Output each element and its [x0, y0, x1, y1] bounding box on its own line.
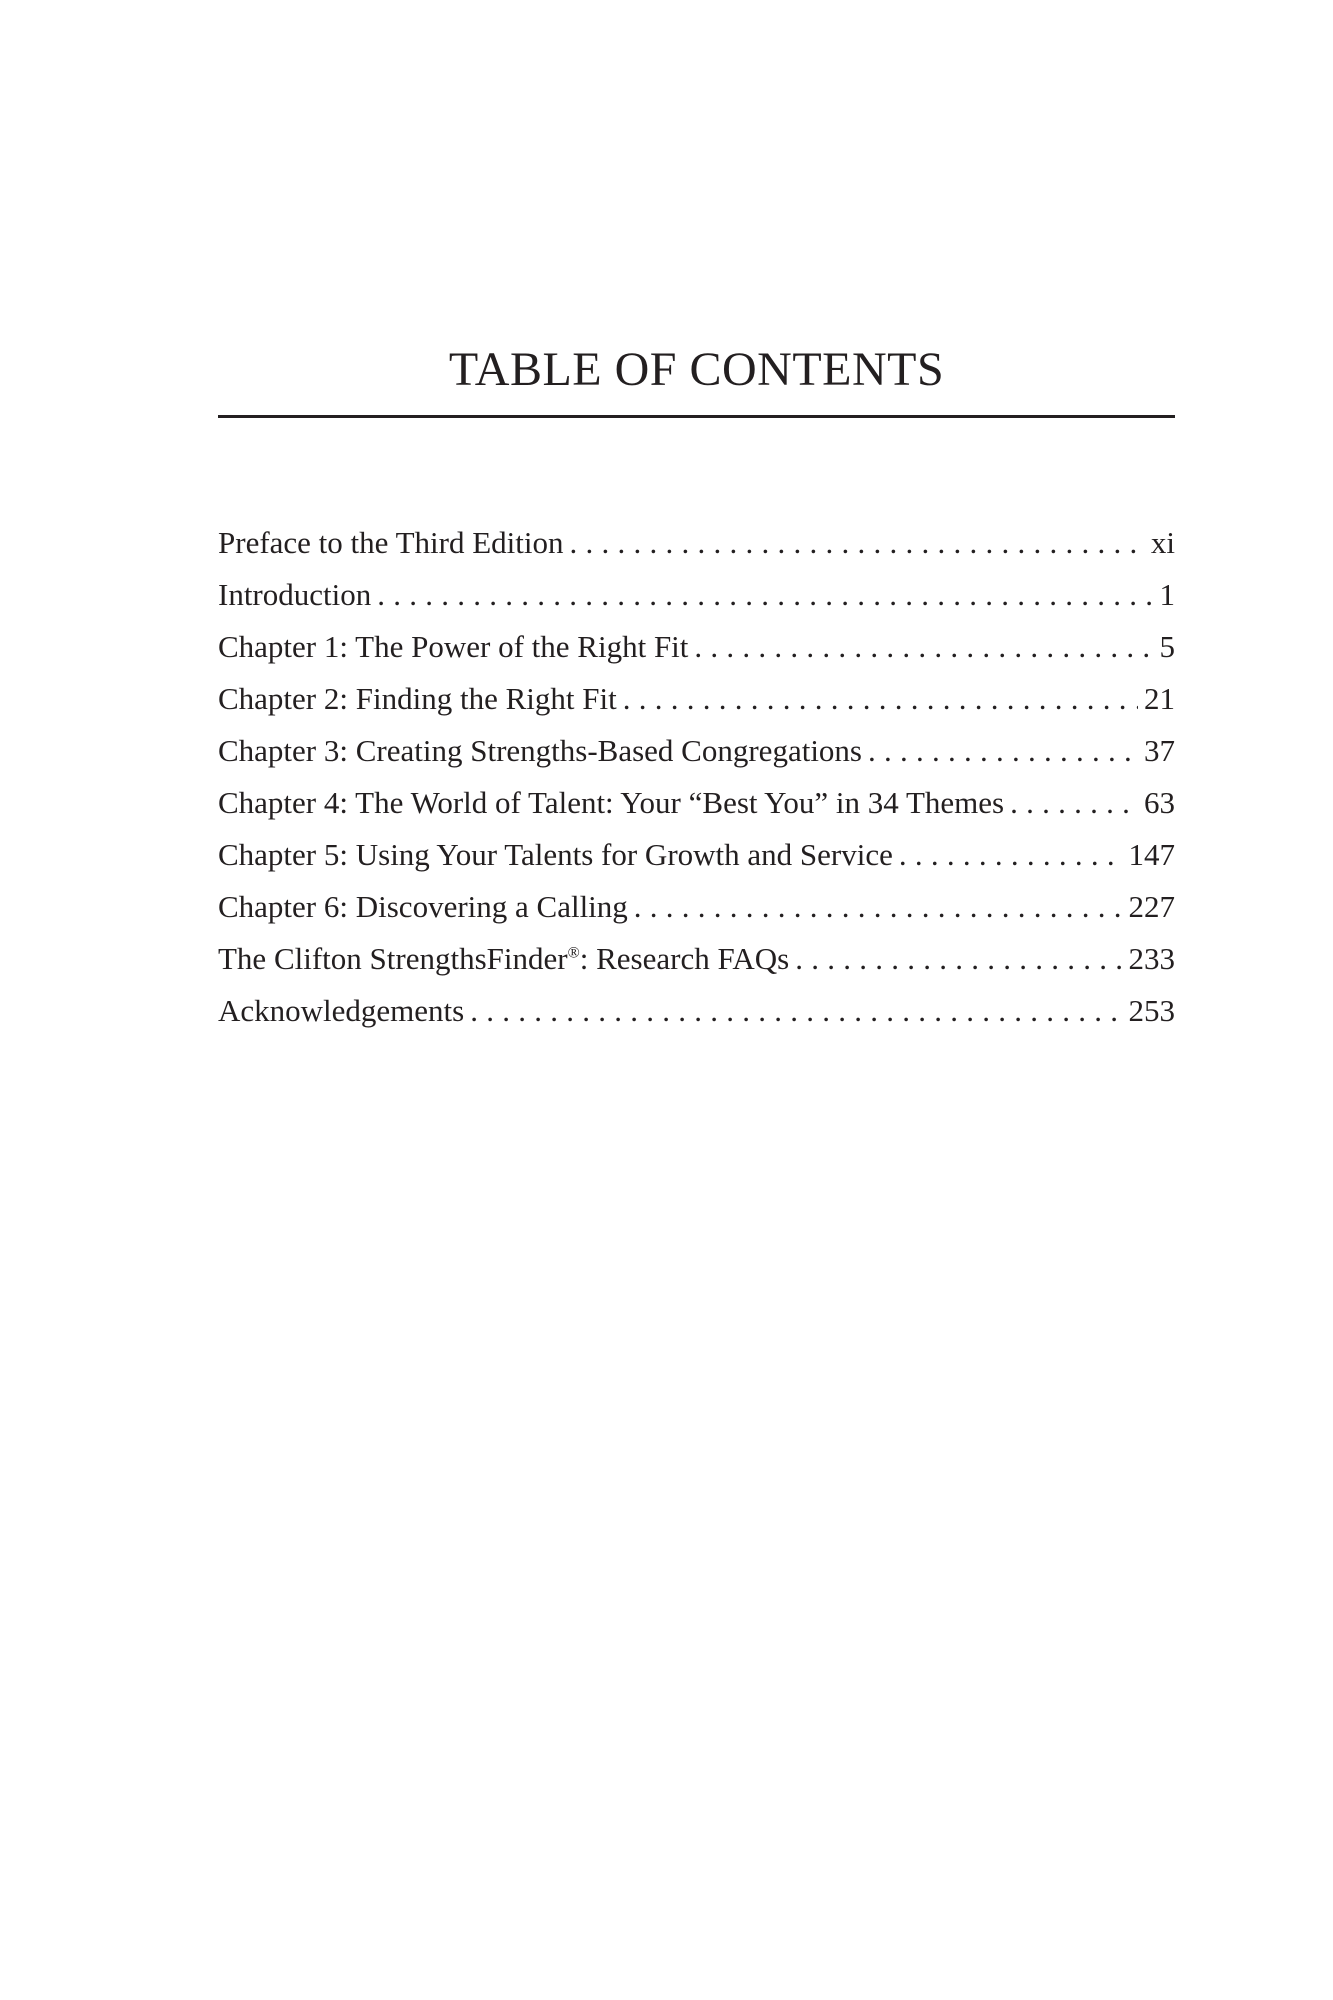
toc-entry-introduction[interactable] [218, 569, 1175, 621]
dot-leader [1010, 777, 1138, 829]
toc-entry-page: 253 [1128, 993, 1175, 1028]
toc-entry-acknowledgements[interactable] [218, 985, 1175, 1037]
dot-leader [795, 933, 1122, 985]
toc-entry-page: 63 [1144, 785, 1175, 820]
toc-entry-page: 21 [1144, 681, 1175, 716]
dot-leader [694, 621, 1153, 673]
toc-entry-page: 5 [1159, 629, 1175, 664]
toc-entry-chapter-6[interactable] [218, 881, 1175, 933]
toc-entry-label: Chapter 4: The World of Talent: Your “Best You” in 34 Themes [218, 785, 1005, 820]
toc-entry-page: 233 [1128, 941, 1175, 976]
dot-leader [623, 673, 1138, 725]
toc-entry-label-prefix: The Clifton StrengthsFinder [218, 941, 568, 976]
toc-entry-label: Chapter 5: Using Your Talents for Growth and Service [218, 837, 893, 872]
title-divider [218, 415, 1175, 418]
toc-entry-preface[interactable] [218, 517, 1175, 569]
toc-entry-chapter-3[interactable] [218, 725, 1175, 777]
toc-entry-page: 147 [1128, 837, 1175, 872]
toc-entry-page: xi [1150, 525, 1175, 560]
toc-entry-label: Chapter 2: Finding the Right Fit [218, 681, 617, 716]
dot-leader [634, 881, 1123, 933]
toc-entry-label: Chapter 3: Creating Strengths-Based Congregations [218, 733, 862, 768]
dot-leader [377, 569, 1153, 621]
dot-leader [868, 725, 1138, 777]
toc-list [218, 517, 1175, 1037]
toc-entry-page: 1 [1159, 577, 1175, 612]
registered-mark: ® [567, 944, 580, 962]
toc-entry-label: Chapter 1: The Power of the Right Fit [218, 629, 689, 664]
toc-entry-chapter-2[interactable] [218, 673, 1175, 725]
toc-entry-chapter-4[interactable] [218, 777, 1175, 829]
dot-leader [470, 985, 1122, 1037]
toc-entry-label: Introduction [218, 577, 372, 612]
toc-entry-label: Preface to the Third Edition [218, 525, 564, 560]
dot-leader [899, 829, 1123, 881]
dot-leader [570, 517, 1145, 569]
toc-entry-label-suffix: : Research FAQs [579, 941, 790, 976]
page-title: TABLE OF CONTENTS [448, 343, 945, 396]
toc-entry-label: Acknowledgements [218, 993, 465, 1028]
toc-entry-chapter-1[interactable] [218, 621, 1175, 673]
toc-entry-label [218, 933, 795, 985]
toc-entry-chapter-5[interactable] [218, 829, 1175, 881]
toc-entry-page: 37 [1144, 733, 1175, 768]
toc-entry-page: 227 [1128, 889, 1175, 924]
toc-entry-research-faqs[interactable] [218, 933, 1175, 985]
toc-entry-label: Chapter 6: Discovering a Calling [218, 889, 628, 924]
